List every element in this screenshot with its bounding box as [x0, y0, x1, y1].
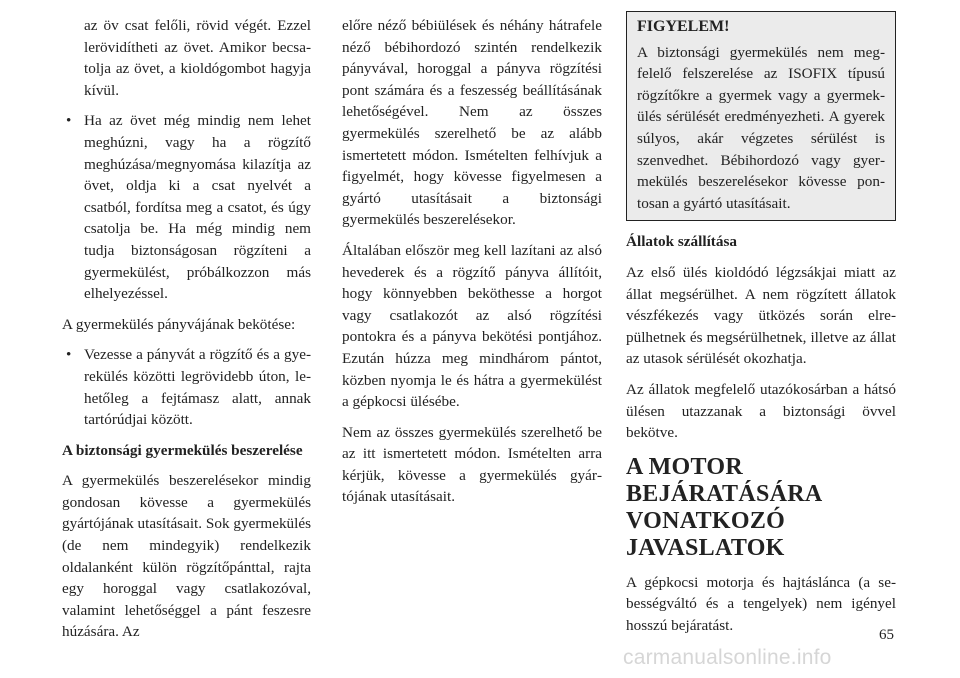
- bullet-text: Vezesse a pányvát a rögzítő és a gyerekülés közötti legrövidebb úton, lehetőleg a fejtámasz alatt, annak tartórúdjai között.: [84, 346, 311, 429]
- warning-box: [626, 11, 896, 221]
- paragraph: Általában először meg kell lazítani az alsó hevederek és a rögzítő pányva állítóit, hogy könnyebben beköthesse a horgot vagy csatlakozót az alsó rögzítési pontokra és a pányva bekötési pontjához. Ezután húzza meg mindhárom pántot, közben nyomja le és hátra a gyermekülést a gépkocsi ülésébe.: [342, 241, 602, 411]
- chapter-heading: A MOTOR BEJÁRATÁSÁRA VONATKOZÓ JAVASLATOK: [626, 453, 822, 561]
- bullet-icon: •: [66, 112, 72, 130]
- middle-column: [342, 15, 602, 517]
- right-column: [626, 15, 896, 645]
- bullet-text: Ha az övet még mindig nem lehet meghúzni, vagy ha a rögzítő meghúzása/megnyomása kilazítja az övet, oldja ki a csat nyelvét a csatból, fordítsa meg a csatot, és úgy csatolja be. Ha még mindig nem tudja biztonságosan rögzíteni a gyermekülést, próbálkozzon más elhelyezéssel.: [84, 112, 311, 303]
- warning-text: A biztonsági gyermekülés nem megfelelő felszerelése az ISOFIX típusú rögzítőkre a gyermek vagy a gyermekülés sérülését eredményezheti. A gyerek súlyos, akár végzetes sérülést is szenvedhet. Bébihordozó vagy gyermekülés beszerelésekor kövesse pontosan a gyártó utasításait.: [637, 43, 885, 212]
- watermark: carmanualsonline.info: [623, 646, 832, 669]
- paragraph: Az első ülés kioldódó légzsákjai miatt az állat megsérülhet. A nem rögzített állatok vészfékezés vagy ütközés során elrepülhetnek és megsérülhetnek, illetve az állat az utasok sérülését okozhatja.: [626, 263, 896, 368]
- paragraph: előre néző bébiülések és néhány hátrafele néző bébihordozó szintén rendelkezik pányvával, horoggal a pányva rögzítési pont számára és a feszesség beállításának lehetőségével. Nem az összes gyermekülés szerelhető be az alább ismertetett módon. Ismételten felhívjuk a figyelmét, hogy kövesse figyelmesen a gyártó utasításait a biztonsági gyermekülés beszerelésekor.: [342, 17, 602, 229]
- left-column: [62, 15, 311, 652]
- warning-title: FIGYELEM!: [637, 18, 730, 35]
- page-number: 65: [879, 627, 894, 643]
- paragraph: Nem az összes gyermekülés szerelhető be az itt ismertetett módon. Ismételten arra kérjük, kövesse a gyermekülés gyártójának utasításait.: [342, 423, 602, 506]
- paragraph: A gépkocsi motorja és hajtáslánca (a sebességváltó és a tengelyek) nem igényel hosszú bejáratást.: [626, 573, 896, 634]
- paragraph: A gyermekülés beszerelésekor mindig gondosan kövesse a gyermekülés gyártójának utasításait. Sok gyermekülés (de nem mindegyik) rendelkezik oldalanként külön rögzítőpánttal, rajta egy horoggal vagy csatlakozóval, valamint lehetőséggel a pánt feszesre húzására. Az: [62, 472, 311, 641]
- paragraph: A gyermekülés pányvájának bekötése:: [62, 315, 296, 333]
- paragraph: Az állatok megfelelő utazókosárban a hátsó ülésen utazzanak a biztonsági övvel bekötve.: [626, 380, 896, 442]
- continued-text: az öv csat felőli, rövid végét. Ezzel lerövidítheti az övet. Amikor becsatolja az övet, a kioldógombot hagyja kívül.: [84, 17, 311, 99]
- section-heading: A biztonsági gyermekülés beszerelése: [62, 441, 303, 459]
- bullet-icon: •: [66, 346, 72, 364]
- bullet-item: [62, 344, 311, 430]
- section-heading: Állatok szállítása: [626, 233, 737, 251]
- bullet-item: [62, 110, 311, 304]
